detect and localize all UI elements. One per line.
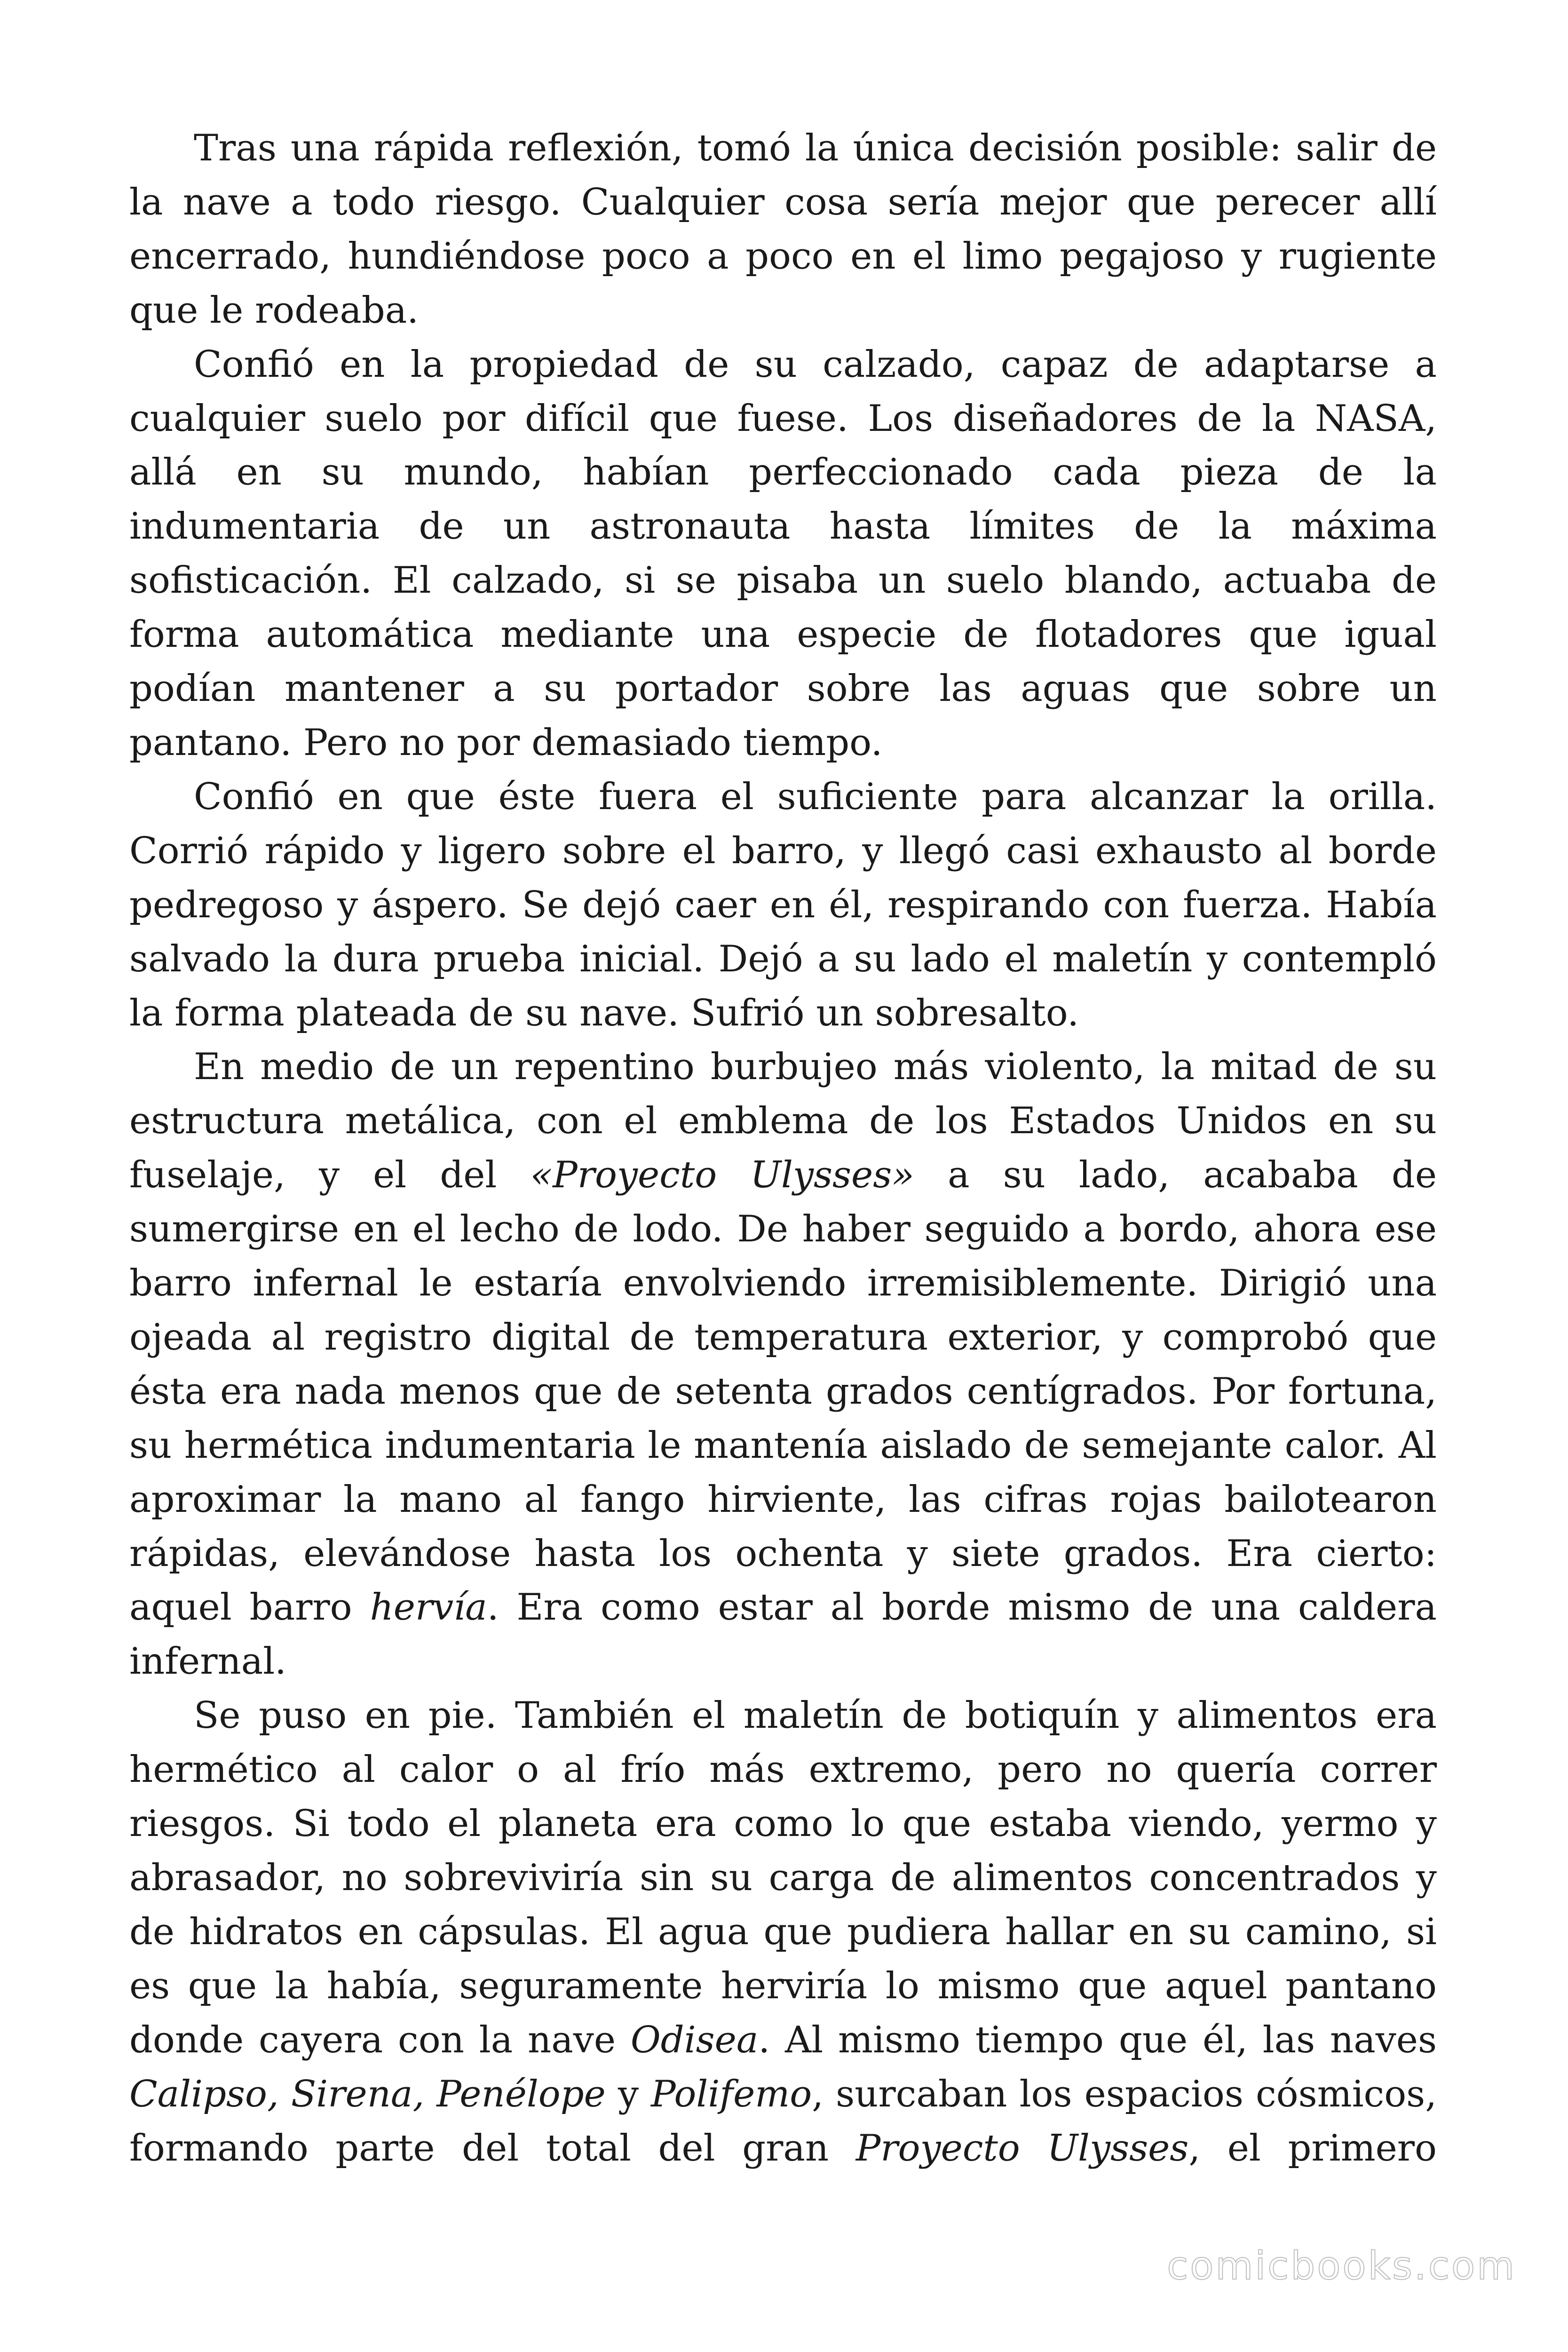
- text-run: En medio de un repentino burbujeo más violento, la mitad de su estructura metálica, con el emblema de los Estados Unidos en su fuselaje, y el del: [129, 1046, 1437, 1197]
- text-run: , el primero: [1188, 2127, 1437, 2169]
- text-run: . Al mismo tiempo que él, las naves: [758, 2018, 1437, 2061]
- italic-run: Proyecto Ulysses: [855, 2127, 1189, 2169]
- paragraph-5: [129, 1689, 1437, 2175]
- text-run: Confió en que éste fuera el suficiente para alcanzar la orilla. Corrió rápido y ligero sobre el barro, y llegó casi exhausto al borde pedregoso y áspero. Se dejó caer en él, respirando con fuerza. Había salvado la dura prueba inicial. Dejó a su lado el maletín y contempló la forma plateada de su nave. Sufrió un sobresalto.: [129, 775, 1437, 1034]
- text-run: Confió en la propiedad de su calzado, capaz de adaptarse a cualquier suelo por difícil que fuese. Los diseñadores de la NASA, allá en su mundo, habían perfeccionado cada pieza de la indumentaria de un astronauta hasta límites de la máxima sofisticación. El calzado, si se pisaba un suelo blando, actuaba de forma automática mediante una especie de flotadores que igual podían mantener a su portador sobre las aguas que sobre un pantano. Pero no por demasiado tiempo.: [129, 343, 1437, 764]
- italic-run: «Proyecto Ulysses»: [530, 1154, 914, 1197]
- paragraph-4: [129, 1040, 1437, 1689]
- text-run: Tras una rápida reflexión, tomó la única decisión posible: salir de la nave a todo riesgo. Cualquier cosa sería mejor que perecer allí encerrado, hundiéndose poco a poco en el limo pegajoso y rugiente que le rodeaba.: [129, 127, 1437, 332]
- italic-run: Odisea: [630, 2018, 759, 2061]
- body-text: [129, 121, 1437, 2175]
- text-run: a su lado, acababa de sumergirse en el lecho de lodo. De haber seguido a bordo, ahora ese barro infernal le estaría envolviendo irremisiblemente. Dirigió una ojeada al registro digital de temperatura exterior, y comprobó que ésta era nada menos que de setenta grados centígrados. Por fortuna, su hermética indumentaria le mantenía aislado de semejante calor. Al aproximar la mano al fango hirviente, las cifras rojas bailotearon rápidas, elevándose hasta los ochenta y siete grados. Era cierto: aquel barro: [129, 1154, 1437, 1629]
- italic-run: hervía: [370, 1586, 487, 1629]
- paragraph-3: [129, 770, 1437, 1041]
- watermark: comicbooks.com: [1167, 2244, 1516, 2288]
- italic-run: Calipso, Sirena, Penélope: [129, 2073, 606, 2115]
- paragraph-2: [129, 338, 1437, 770]
- paragraph-1: [129, 121, 1437, 338]
- text-run: , surcaban los espacios cósmicos, formando parte del total del gran: [129, 2073, 1437, 2169]
- text-run: Se puso en pie. También el maletín de botiquín y alimentos era hermético al calor o al frío más extremo, pero no quería correr riesgos. Si todo el planeta era como lo que estaba viendo, yermo y abrasador, no sobreviviría sin su carga de alimentos concentrados y de hidratos en cápsulas. El agua que pudiera hallar en su camino, si es que la había, seguramente herviría lo mismo que aquel pantano donde cayera con la nave: [129, 1694, 1437, 2061]
- text-run: . Era como estar al borde mismo de una caldera infernal.: [129, 1586, 1437, 1683]
- text-run: y: [605, 2073, 651, 2115]
- italic-run: Polifemo: [651, 2073, 812, 2115]
